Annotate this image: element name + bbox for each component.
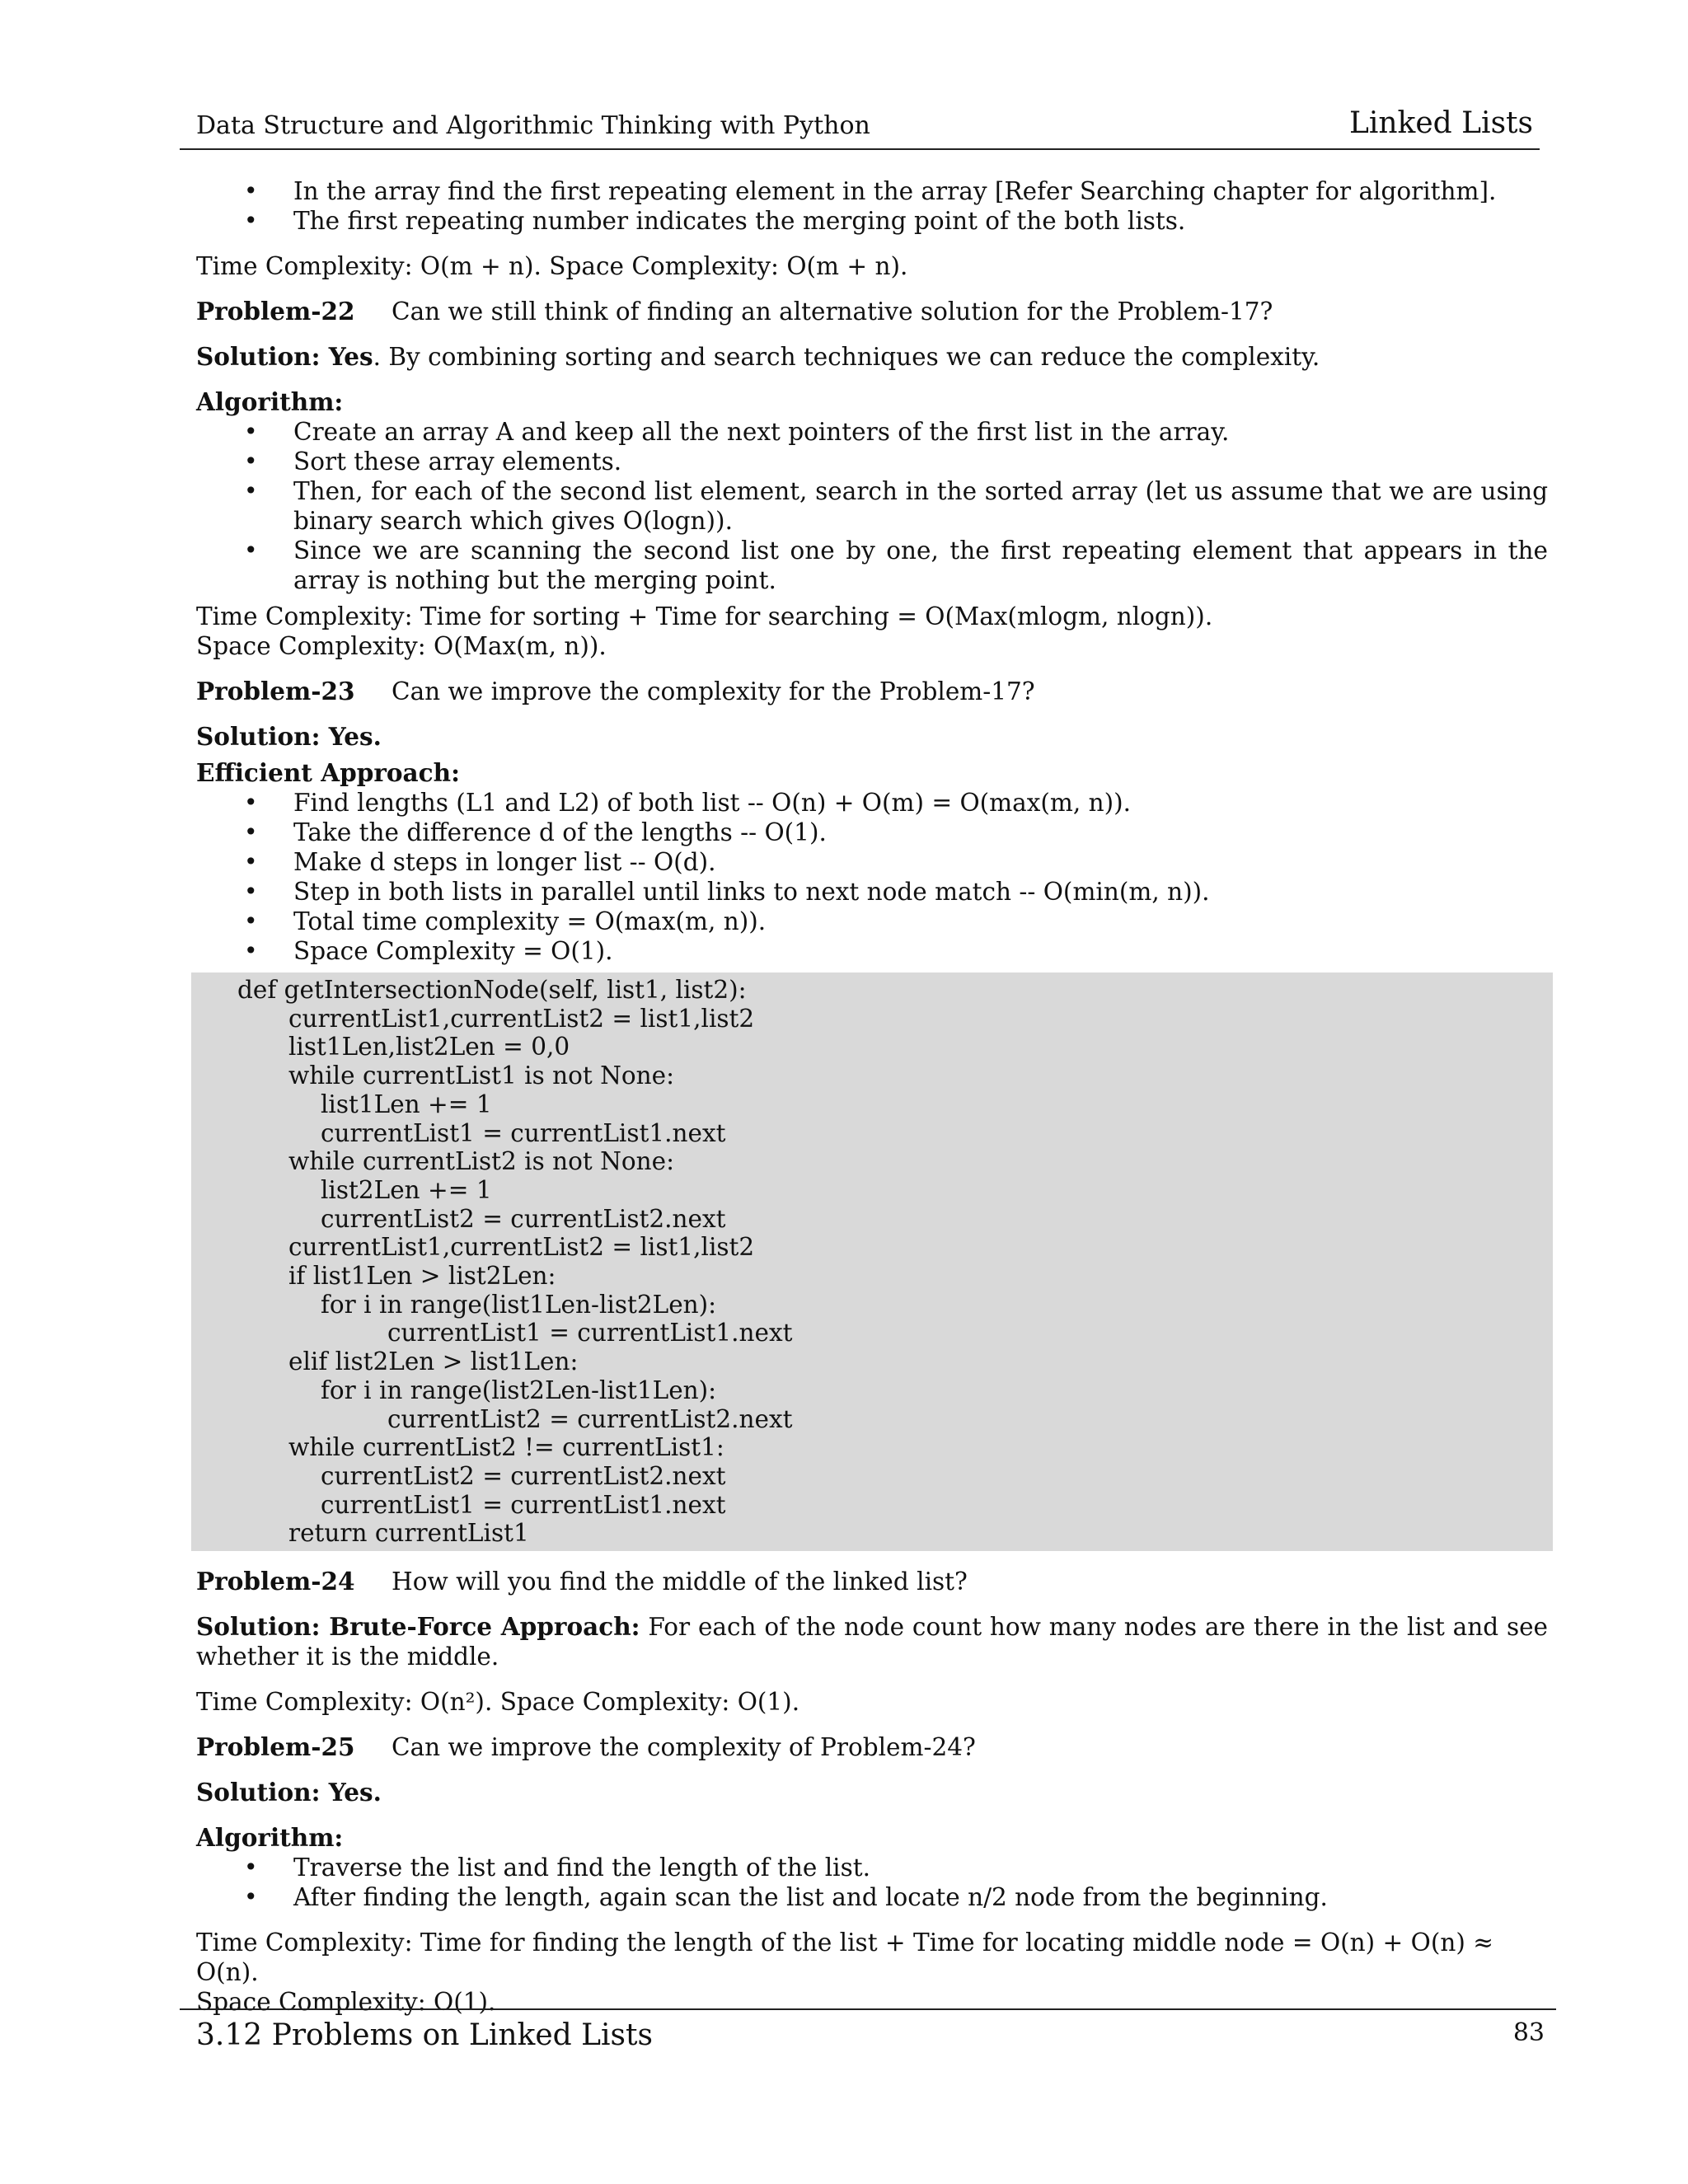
algorithm-heading: Algorithm:: [196, 1823, 344, 1853]
list-item: • Traverse the list and find the length of the list.: [196, 1853, 1548, 1882]
code-line: if list1Len > list2Len:: [288, 1262, 556, 1291]
code-line: currentList1,currentList2 = list1,list2: [288, 1233, 755, 1262]
chapter-title: Linked Lists: [1348, 106, 1533, 140]
page-content: [196, 176, 1548, 2017]
problem-label: Problem-23: [196, 677, 355, 705]
code-line: list1Len,list2Len = 0,0: [288, 1033, 570, 1062]
code-line: currentList2 = currentList2.next: [321, 1204, 726, 1233]
solution-label: Solution: Yes: [196, 342, 373, 371]
list-item: • In the array find the first repeating element in the array [Refer Searching chapter for algorithm].: [196, 176, 1548, 206]
problem-label: Problem-25: [196, 1732, 355, 1762]
problem-22: [196, 297, 1548, 326]
page-footer: [180, 2008, 1556, 2052]
code-line: list2Len += 1: [321, 1175, 492, 1204]
algorithm-list-22: [196, 417, 1548, 595]
code-line: while currentList2 is not None:: [288, 1147, 675, 1176]
code-line: currentList1,currentList2 = list1,list2: [288, 1004, 755, 1033]
intro-complexity: Time Complexity: O(m + n). Space Complexity: O(m + n).: [196, 252, 908, 280]
solution-25: Solution: Yes.: [196, 1778, 382, 1807]
problem-question: Can we improve the complexity of Problem-24?: [392, 1733, 976, 1762]
problem-25: [196, 1732, 1548, 1762]
page-number: 83: [1512, 2018, 1545, 2047]
code-line: for i in range(list1Len-list2Len):: [321, 1290, 717, 1319]
problem-question: How will you find the middle of the linked list?: [392, 1568, 968, 1596]
approach-heading: Efficient Approach:: [196, 758, 460, 787]
solution-23: Solution: Yes.: [196, 722, 382, 751]
solution-22: [196, 342, 1548, 372]
list-item: • Find lengths (L1 and L2) of both list -- O(n) + O(m) = O(max(m, n)).: [196, 788, 1548, 818]
algorithm-list-25: [196, 1853, 1548, 1912]
complexity-24: Time Complexity: O(n²). Space Complexity: O(1).: [196, 1688, 800, 1717]
code-line: currentList2 = currentList2.next: [321, 1461, 726, 1490]
list-item: • Make d steps in longer list -- O(d).: [196, 847, 1548, 877]
problem-question: Can we improve the complexity for the Problem-17?: [392, 677, 1035, 705]
problem-question: Can we still think of finding an alternative solution for the Problem-17?: [392, 298, 1273, 326]
page-header: [180, 99, 1540, 150]
code-line: elif list2Len > list1Len:: [288, 1347, 579, 1376]
code-line: def getIntersectionNode(self, list1, list2):: [237, 976, 747, 1004]
list-item: • Take the difference d of the lengths -- O(1).: [196, 818, 1548, 847]
list-item: • After finding the length, again scan the list and locate n/2 node from the beginning.: [196, 1882, 1548, 1912]
approach-list-23: [196, 788, 1548, 966]
code-line: currentList1 = currentList1.next: [321, 1490, 726, 1519]
code-block: [191, 972, 1553, 1551]
list-item: • Since we are scanning the second list one by one, the first repeating element that appears in the array is nothing but the merging point.: [196, 536, 1548, 595]
problem-label: Problem-24: [196, 1567, 355, 1596]
intro-bullet-list: [196, 176, 1548, 236]
space-complexity-25: Space Complexity: O(1).: [196, 1988, 496, 2017]
code-line: return currentList1: [288, 1519, 529, 1548]
solution-text: . By combining sorting and search techniques we can reduce the complexity.: [373, 343, 1320, 371]
solution-24: [196, 1612, 1548, 1671]
space-complexity-22: Space Complexity: O(Max(m, n)).: [196, 632, 607, 660]
code-line: while currentList2 != currentList1:: [288, 1433, 724, 1462]
code-line: while currentList1 is not None:: [288, 1062, 675, 1090]
list-item: • Space Complexity = O(1).: [196, 936, 1548, 966]
algorithm-heading: Algorithm:: [196, 387, 344, 416]
code-line: for i in range(list2Len-list1Len):: [321, 1376, 717, 1404]
solution-text: For each of the node count how many nodes are there in the list and see whether it is the middle.: [196, 1613, 1549, 1671]
code-line: currentList2 = currentList2.next: [387, 1404, 793, 1433]
time-complexity-25: Time Complexity: Time for finding the length of the list + Time for locating middle node = O(n) + O(n) ≈ O(n).: [196, 1929, 1493, 1987]
list-item: • Total time complexity = O(max(m, n)).: [196, 907, 1548, 936]
code-line: list1Len += 1: [321, 1090, 492, 1118]
time-complexity-22: Time Complexity: Time for sorting + Time for searching = O(Max(mlogm, nlogn)).: [196, 602, 1213, 630]
book-title: Data Structure and Algorithmic Thinking with Python: [196, 111, 870, 140]
problem-23: [196, 677, 1548, 706]
list-item: • Sort these array elements.: [196, 447, 1548, 476]
list-item: • The first repeating number indicates the merging point of the both lists.: [196, 206, 1548, 236]
list-item: • Step in both lists in parallel until links to next node match -- O(min(m, n)).: [196, 877, 1548, 907]
list-item: • Then, for each of the second list element, search in the sorted array (let us assume that we are using binary search which gives O(logn)).: [196, 476, 1548, 536]
code-line: currentList1 = currentList1.next: [321, 1118, 726, 1147]
problem-label: Problem-22: [196, 297, 355, 326]
solution-label: Solution: Brute-Force Approach:: [196, 1612, 640, 1642]
section-title: 3.12 Problems on Linked Lists: [196, 2018, 653, 2052]
code-line: currentList1 = currentList1.next: [387, 1319, 793, 1347]
problem-24: [196, 1567, 1548, 1596]
list-item: • Create an array A and keep all the next pointers of the first list in the array.: [196, 417, 1548, 447]
